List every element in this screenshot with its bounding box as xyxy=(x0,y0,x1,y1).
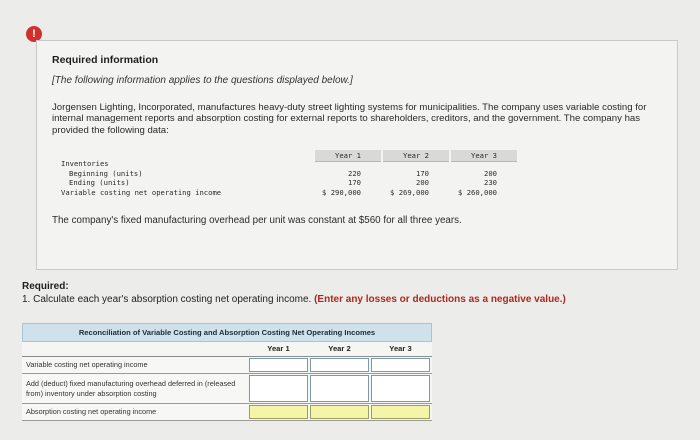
required-question xyxy=(22,294,566,305)
year-3-input[interactable] xyxy=(371,375,430,402)
required-heading: Required: xyxy=(22,281,69,292)
instruction-text: (Enter any losses or deductions as a negative value.) xyxy=(314,294,566,305)
year-2-total-input[interactable] xyxy=(310,405,369,419)
column-header: Year 3 xyxy=(389,344,412,353)
alert-icon: ! xyxy=(26,26,42,42)
year-1-total-input[interactable] xyxy=(249,405,308,419)
year-3-total-input[interactable] xyxy=(371,405,430,419)
table-cell: 170 xyxy=(416,169,429,178)
table-cell: 220 xyxy=(348,169,361,178)
year-2-input[interactable] xyxy=(310,358,369,372)
table-row xyxy=(22,374,432,404)
reconciliation-header-row xyxy=(22,342,432,357)
table-cell: 230 xyxy=(484,178,497,187)
row-label: Beginning (units) xyxy=(69,169,143,178)
fixed-overhead-note: The company's fixed manufacturing overhead per unit was constant at $560 for all three years. xyxy=(52,215,462,226)
info-paragraph: Jorgensen Lighting, Incorporated, manufactures heavy-duty street lighting systems for municipalities. The company uses variable costing for internal management reports and absorption costing for external reports to shareholders, creditors, and the government. The company has provided the following data: xyxy=(52,102,647,136)
reconciliation-title: Reconciliation of Variable Costing and Absorption Costing Net Operating Incomes xyxy=(22,323,432,342)
year-header: Year 2 xyxy=(383,150,449,162)
year-1-input[interactable] xyxy=(249,358,308,372)
table-cell: $ 269,000 xyxy=(390,188,429,197)
reconciliation-table xyxy=(22,323,432,421)
row-label: Add (deduct) fixed manufacturing overhead deferred in (released from) inventory under absorption costing xyxy=(22,374,248,403)
table-cell: 170 xyxy=(348,178,361,187)
question-text: 1. Calculate each year's absorption costing net operating income. xyxy=(22,294,312,305)
year-1-input[interactable] xyxy=(249,375,308,402)
year-header: Year 1 xyxy=(315,150,381,162)
row-label: Absorption costing net operating income xyxy=(22,404,248,420)
year-2-input[interactable] xyxy=(310,375,369,402)
column-header: Year 1 xyxy=(267,344,290,353)
table-cell: 200 xyxy=(484,169,497,178)
required-information-panel xyxy=(36,40,678,270)
info-title: Required information xyxy=(52,54,159,66)
table-cell: $ 290,000 xyxy=(322,188,361,197)
table-cell: $ 260,000 xyxy=(458,188,497,197)
row-label: Variable costing net operating income xyxy=(22,357,248,373)
row-label: Ending (units) xyxy=(69,178,130,187)
year-3-input[interactable] xyxy=(371,358,430,372)
table-row xyxy=(22,357,432,374)
table-cell: 200 xyxy=(416,178,429,187)
table-row xyxy=(22,404,432,421)
inventories-label: Inventories xyxy=(61,159,109,168)
year-header: Year 3 xyxy=(451,150,517,162)
header-spacer xyxy=(22,342,248,356)
column-header: Year 2 xyxy=(328,344,351,353)
info-note: [The following information applies to the questions displayed below.] xyxy=(52,75,353,86)
row-label: Variable costing net operating income xyxy=(61,188,222,197)
